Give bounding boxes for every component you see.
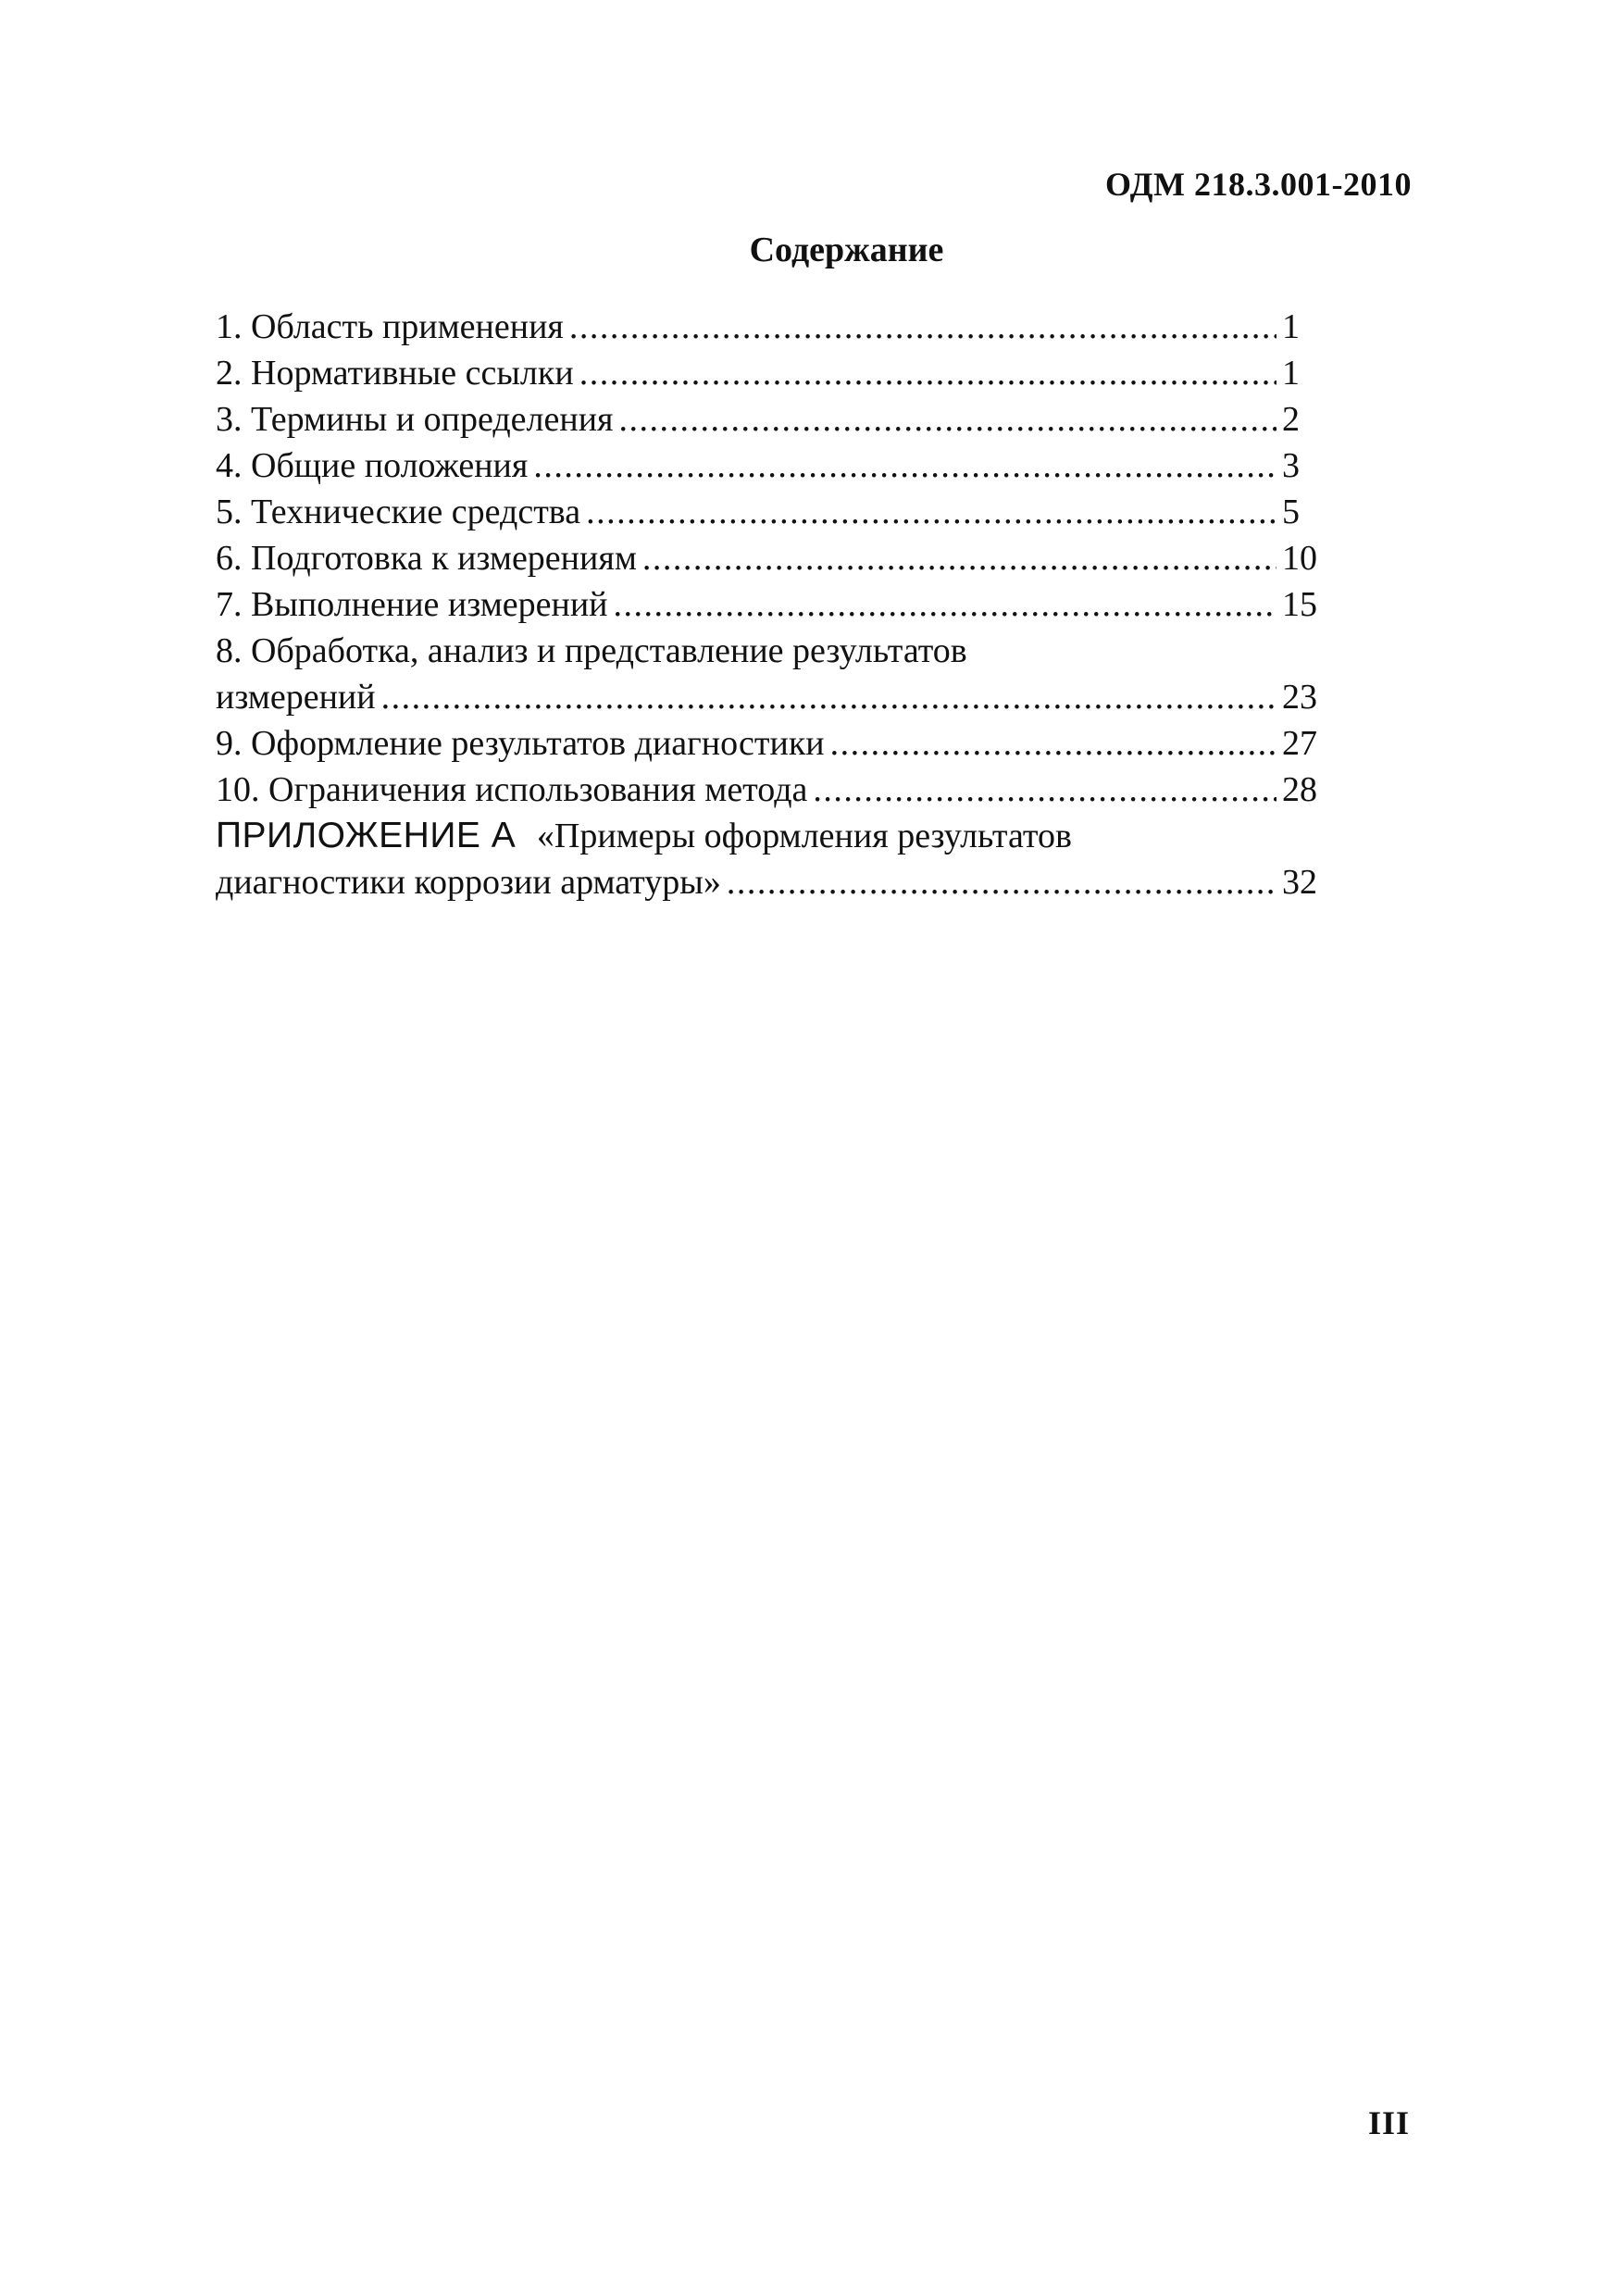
- toc-entry-page: 32: [1282, 863, 1317, 902]
- toc-dot-leader: [619, 396, 1277, 443]
- toc-entry[interactable]: [216, 396, 1328, 443]
- page-number: III: [1367, 2104, 1410, 2141]
- toc-entry[interactable]: [216, 489, 1328, 535]
- toc-entry-page: 27: [1282, 724, 1317, 763]
- toc-entry-page: 1: [1282, 354, 1300, 393]
- toc-entry-text: 5. Технические средства: [216, 493, 581, 531]
- toc-entry-text: 9. Оформление результатов диагностики: [216, 724, 825, 763]
- toc-entry[interactable]: [216, 443, 1328, 489]
- toc-entry-page: 15: [1282, 585, 1317, 624]
- toc-title: Содержание: [749, 231, 944, 269]
- toc-dot-leader: [586, 489, 1277, 535]
- toc-appendix-first-line[interactable]: [216, 813, 1328, 859]
- toc-entry-page: 28: [1282, 770, 1317, 809]
- toc-dot-leader: [381, 674, 1277, 720]
- toc-entry-text: 2. Нормативные ссылки: [216, 354, 574, 393]
- toc-entry-page: 1: [1282, 307, 1300, 346]
- toc-entry-page: 5: [1282, 493, 1300, 531]
- toc-entry[interactable]: [216, 674, 1328, 720]
- toc-entry-text: 7. Выполнение измерений: [216, 585, 608, 624]
- toc-entry-text-continued: диагностики коррозии арматуры»: [216, 863, 721, 902]
- toc-dot-leader: [614, 581, 1277, 628]
- toc-appendix-heading: [216, 816, 1072, 855]
- toc-entry-text: 4. Общие положения: [216, 446, 529, 485]
- toc-entry-text: 6. Подготовка к измерениям: [216, 539, 637, 578]
- toc-dot-leader: [533, 443, 1277, 489]
- toc-entry[interactable]: [216, 581, 1328, 628]
- toc-dot-leader: [569, 304, 1277, 350]
- toc-dot-leader: [813, 767, 1277, 813]
- toc-entry-text: 8. Обработка, анализ и представление результатов: [216, 631, 967, 670]
- toc-entry[interactable]: [216, 720, 1328, 767]
- toc-entry-page: 23: [1282, 678, 1317, 717]
- toc-entry[interactable]: [216, 535, 1328, 581]
- toc-dot-leader: [642, 535, 1277, 581]
- toc-entry[interactable]: [216, 350, 1328, 396]
- document-code: ОДМ 218.3.001-2010: [1105, 166, 1412, 203]
- toc-entry-text: 10. Ограничения использования метода: [216, 770, 808, 809]
- toc-entry-text-continued: измерений: [216, 678, 376, 717]
- toc-entry-page: 3: [1282, 446, 1300, 485]
- toc-entry-text: 1. Область применения: [216, 307, 564, 346]
- toc-dot-leader: [727, 859, 1277, 905]
- toc-entry-page: 10: [1282, 539, 1317, 578]
- toc-dot-leader: [579, 350, 1277, 396]
- toc-entry[interactable]: [216, 304, 1328, 350]
- toc-entry-first-line[interactable]: [216, 628, 1328, 674]
- toc-entry[interactable]: [216, 859, 1328, 905]
- appendix-label: ПРИЛОЖЕНИЕ А: [216, 816, 517, 855]
- toc-entry-text: 3. Термины и определения: [216, 400, 614, 439]
- appendix-title: «Примеры оформления результатов: [536, 817, 1072, 855]
- toc-entry-page: 2: [1282, 400, 1300, 439]
- toc-dot-leader: [830, 720, 1277, 767]
- toc-entry[interactable]: [216, 767, 1328, 813]
- table-of-contents: [216, 304, 1328, 905]
